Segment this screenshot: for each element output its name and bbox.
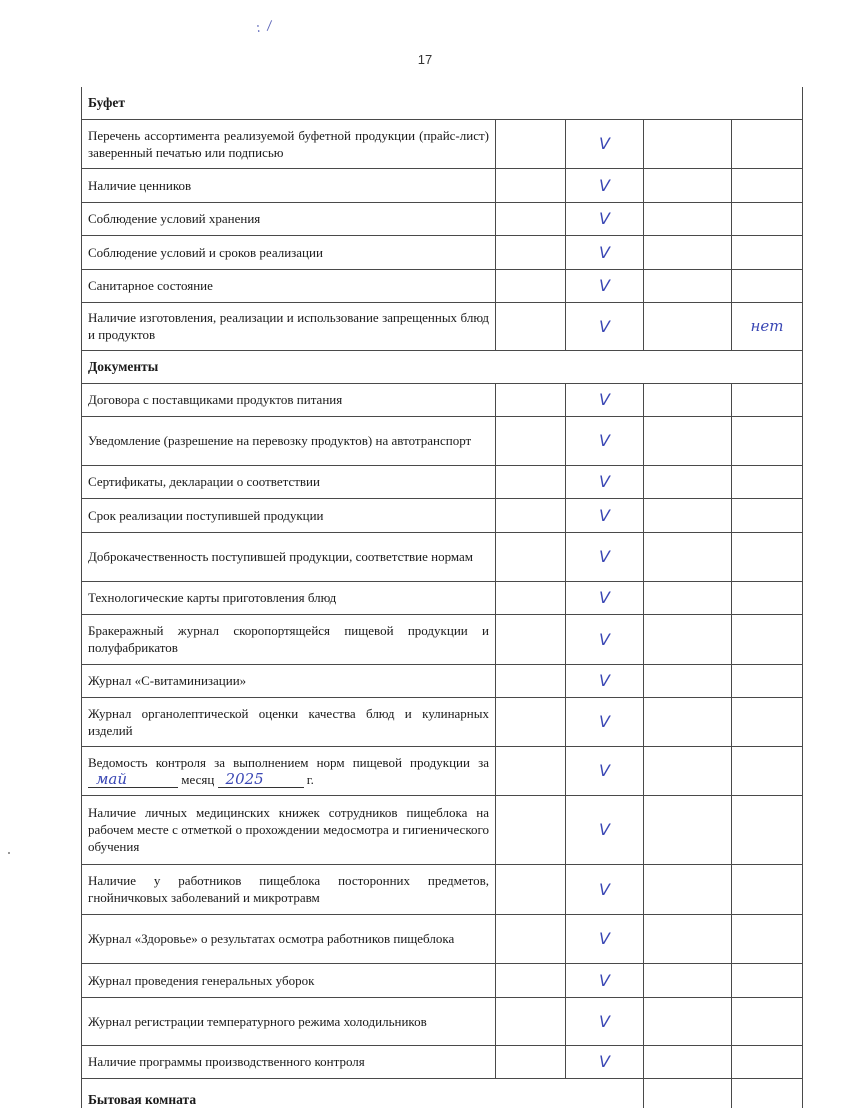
empty-cell <box>496 581 566 614</box>
note-cell <box>732 746 803 795</box>
check-mark: V <box>566 795 644 864</box>
check-mark: V <box>566 269 644 302</box>
note-cell <box>732 532 803 581</box>
note-cell <box>732 235 803 269</box>
table-row <box>82 746 803 795</box>
empty-cell <box>496 697 566 746</box>
empty-cell <box>496 269 566 302</box>
item-text: Доброкачественность поступившей продукции, соответствие нормам <box>82 532 496 581</box>
table-row <box>82 963 803 997</box>
stray-pen-mark: : ⁄ <box>255 18 274 37</box>
note-cell <box>732 498 803 532</box>
empty-cell <box>644 269 732 302</box>
item-text: Сертификаты, декларации о соответствии <box>82 465 496 498</box>
empty-cell <box>496 795 566 864</box>
page-number: 17 <box>417 52 433 67</box>
empty-cell <box>496 383 566 416</box>
item-text: Уведомление (разрешение на перевозку продуктов) на автотранспорт <box>82 416 496 465</box>
empty-cell <box>644 697 732 746</box>
empty-cell <box>496 235 566 269</box>
note-cell <box>732 168 803 202</box>
item-text: Журнал «Здоровье» о результатах осмотра работников пищеблока <box>82 914 496 963</box>
check-mark: V <box>566 963 644 997</box>
check-mark: V <box>566 864 644 914</box>
empty-cell <box>496 202 566 235</box>
table-row <box>82 581 803 614</box>
empty-cell <box>496 1045 566 1078</box>
table-row <box>82 383 803 416</box>
empty-cell <box>644 664 732 697</box>
note-cell <box>732 963 803 997</box>
table-row <box>82 168 803 202</box>
note-cell <box>732 202 803 235</box>
item-text: Бракеражный журнал скоропортящейся пищевой продукции и полуфабрикатов <box>82 614 496 664</box>
empty-cell <box>732 1078 803 1108</box>
empty-cell <box>644 795 732 864</box>
check-mark: V <box>566 997 644 1045</box>
note-cell <box>732 269 803 302</box>
table-row <box>82 697 803 746</box>
item-text: Договора с поставщиками продуктов питания <box>82 383 496 416</box>
item-text: Ведомость контроля за выполнением норм пищевой продукции за <box>88 754 489 770</box>
table-row <box>82 864 803 914</box>
section-title-buffet: Буфет <box>82 87 803 119</box>
table-row <box>82 498 803 532</box>
item-text: Наличие у работников пищеблока посторонних предметов, гнойничковых заболеваний и микротравм <box>82 864 496 914</box>
check-mark: V <box>566 581 644 614</box>
empty-cell <box>496 416 566 465</box>
empty-cell <box>644 202 732 235</box>
check-mark: V <box>566 914 644 963</box>
empty-cell <box>644 1045 732 1078</box>
table-row <box>82 269 803 302</box>
note-cell <box>732 914 803 963</box>
table-row <box>82 202 803 235</box>
empty-cell <box>644 302 732 350</box>
table-row <box>82 997 803 1045</box>
note-cell <box>732 697 803 746</box>
empty-cell <box>644 532 732 581</box>
item-text: Соблюдение условий и сроков реализации <box>82 235 496 269</box>
empty-cell <box>644 614 732 664</box>
check-mark: V <box>566 383 644 416</box>
table-row <box>82 795 803 864</box>
note-cell <box>732 614 803 664</box>
table-row <box>82 465 803 498</box>
empty-cell <box>644 914 732 963</box>
empty-cell <box>496 997 566 1045</box>
empty-cell <box>496 864 566 914</box>
check-mark: V <box>566 614 644 664</box>
empty-cell <box>644 864 732 914</box>
note-cell <box>732 664 803 697</box>
empty-cell <box>496 302 566 350</box>
note-cell <box>732 864 803 914</box>
handwritten-note: нет <box>732 302 803 350</box>
empty-cell <box>644 383 732 416</box>
table-row <box>82 416 803 465</box>
item-text: Наличие изготовления, реализации и использование запрещенных блюд и продуктов <box>82 302 496 350</box>
empty-cell <box>644 465 732 498</box>
empty-cell <box>644 997 732 1045</box>
check-mark: V <box>566 532 644 581</box>
check-mark: V <box>566 119 644 168</box>
empty-cell <box>644 746 732 795</box>
section-header-row <box>82 350 803 383</box>
empty-cell <box>644 235 732 269</box>
empty-cell <box>496 614 566 664</box>
item-text: месяц <box>181 771 215 787</box>
empty-cell <box>496 168 566 202</box>
empty-cell <box>644 581 732 614</box>
table-row <box>82 914 803 963</box>
table-row <box>82 664 803 697</box>
item-text: Соблюдение условий хранения <box>82 202 496 235</box>
check-mark: V <box>566 465 644 498</box>
check-mark: V <box>566 664 644 697</box>
item-text: Срок реализации поступившей продукции <box>82 498 496 532</box>
item-text: г. <box>306 771 314 787</box>
item-text: Технологические карты приготовления блюд <box>82 581 496 614</box>
check-mark: V <box>566 498 644 532</box>
check-mark: V <box>566 235 644 269</box>
table-row <box>82 119 803 168</box>
check-mark: V <box>566 202 644 235</box>
note-cell <box>732 1045 803 1078</box>
note-cell <box>732 416 803 465</box>
item-text: Перечень ассортимента реализуемой буфетной продукции (прайс-лист) заверенный печатью или подписью <box>82 119 496 168</box>
empty-cell <box>644 1078 732 1108</box>
section-title-documents: Документы <box>82 350 803 383</box>
check-mark: V <box>566 302 644 350</box>
table-row <box>82 302 803 350</box>
empty-cell <box>496 465 566 498</box>
empty-cell <box>496 532 566 581</box>
check-mark: V <box>566 416 644 465</box>
note-cell <box>732 383 803 416</box>
section-header-row <box>82 1078 803 1108</box>
check-mark: V <box>566 746 644 795</box>
note-cell <box>732 795 803 864</box>
note-cell <box>732 581 803 614</box>
item-text: Наличие ценников <box>82 168 496 202</box>
item-text: Журнал органолептической оценки качества блюд и кулинарных изделий <box>82 697 496 746</box>
empty-cell <box>496 119 566 168</box>
empty-cell <box>644 416 732 465</box>
empty-cell <box>644 963 732 997</box>
item-text: Наличие программы производственного контроля <box>82 1045 496 1078</box>
empty-cell <box>644 119 732 168</box>
table-row <box>82 1045 803 1078</box>
item-text: Санитарное состояние <box>82 269 496 302</box>
item-text: Журнал регистрации температурного режима холодильников <box>82 997 496 1045</box>
table-row <box>82 532 803 581</box>
table-row <box>82 614 803 664</box>
check-mark: V <box>566 697 644 746</box>
note-cell <box>732 997 803 1045</box>
check-mark: V <box>566 1045 644 1078</box>
handwritten-year: 2025 <box>218 772 304 788</box>
empty-cell <box>496 914 566 963</box>
empty-cell <box>644 498 732 532</box>
empty-cell <box>496 664 566 697</box>
item-text: Журнал проведения генеральных уборок <box>82 963 496 997</box>
section-title-household-room: Бытовая комната <box>82 1078 644 1108</box>
note-cell <box>732 119 803 168</box>
table-row <box>82 235 803 269</box>
section-header-row <box>82 87 803 119</box>
empty-cell <box>496 746 566 795</box>
item-text-with-fields <box>82 746 496 795</box>
check-mark: V <box>566 168 644 202</box>
scan-speck <box>8 852 10 854</box>
empty-cell <box>496 498 566 532</box>
inspection-checklist-table <box>81 87 803 1108</box>
item-text: Журнал «С-витаминизации» <box>82 664 496 697</box>
note-cell <box>732 465 803 498</box>
empty-cell <box>496 963 566 997</box>
handwritten-month: май <box>88 772 178 788</box>
item-text: Наличие личных медицинских книжек сотрудников пищеблока на рабочем месте с отметкой о прохождении медосмотра и гигиенического обучения <box>82 795 496 864</box>
empty-cell <box>644 168 732 202</box>
